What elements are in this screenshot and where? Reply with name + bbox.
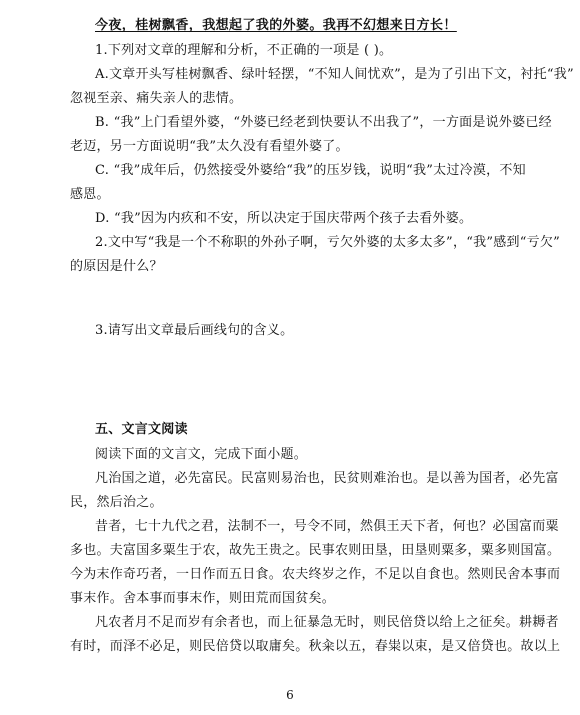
passage-p2-line-1: 昔者，七十九代之君，法制不一，号令不同，然俱王天下者，何也？必国富而粟 — [95, 519, 559, 534]
question-2-line-2: 的原因是什么？ — [70, 259, 163, 274]
option-b-line-2: 老迈，另一方面说明“我”太久没有看望外婆了。 — [70, 139, 349, 154]
question-3: 3.请写出文章最后画线句的含义。 — [95, 323, 294, 338]
passage-p1-line-1: 凡治国之道，必先富民。民富则易治也，民贫则难治也。是以善为国者，必先富 — [95, 471, 559, 486]
passage-p1-line-2: 民，然后治之。 — [70, 495, 163, 510]
question-2-line-1: 2.文中写“我是一个不称职的外孙子啊，亏欠外婆的太多太多”，“我”感到“亏欠” — [95, 235, 561, 250]
option-c-line-1: C. “我”成年后，仍然接受外婆给“我”的压岁钱，说明“我”太过冷漠，不知 — [95, 163, 526, 178]
option-a-line-1: A.文章开头写桂树飘香、绿叶轻摆，“不知人间忧欢”，是为了引出下文，衬托“我” — [95, 67, 574, 82]
option-d: D. “我”因为内疚和不安，所以决定于国庆带两个孩子去看外婆。 — [95, 211, 473, 226]
option-a-line-2: 忽视至亲、痛失亲人的悲情。 — [70, 91, 243, 106]
passage-p3-line-2: 有时，而泽不必足，则民倍贷以取庸矣。秋籴以五，春粜以束，是又倍贷也。故以上 — [70, 639, 561, 654]
option-b-line-1: B. “我”上门看望外婆，“外婆已经老到快要认不出我了”，一方面是说外婆已经 — [95, 115, 552, 130]
passage-p2-line-4: 事末作。舍本事而事末作，则田荒而国贫矣。 — [70, 591, 336, 606]
section-5-heading: 五、文言文阅读 — [95, 422, 188, 437]
passage-p3-line-1: 凡农者月不足而岁有余者也，而上征暴急无时，则民倍贷以给上之征矣。耕耨者 — [95, 615, 559, 630]
passage-p2-line-2: 多也。夫富国多粟生于农，故先王贵之。民事农则田垦，田垦则粟多，粟多则国富。 — [70, 543, 561, 558]
underlined-closing-sentence: 今夜，桂树飘香，我想起了我的外婆。我再不幻想来日方长！ — [95, 18, 457, 33]
option-c-line-2: 感恩。 — [70, 187, 110, 202]
page-number: 6 — [286, 688, 294, 702]
passage-p2-line-3: 今为末作奇巧者，一日作而五日食。农夫终岁之作，不足以自食也。然则民舍本事而 — [70, 567, 561, 582]
reading-instruction: 阅读下面的文言文，完成下面小题。 — [95, 447, 308, 462]
question-1: 1.下列对文章的理解和分析，不正确的一项是 ( )。 — [95, 43, 393, 58]
